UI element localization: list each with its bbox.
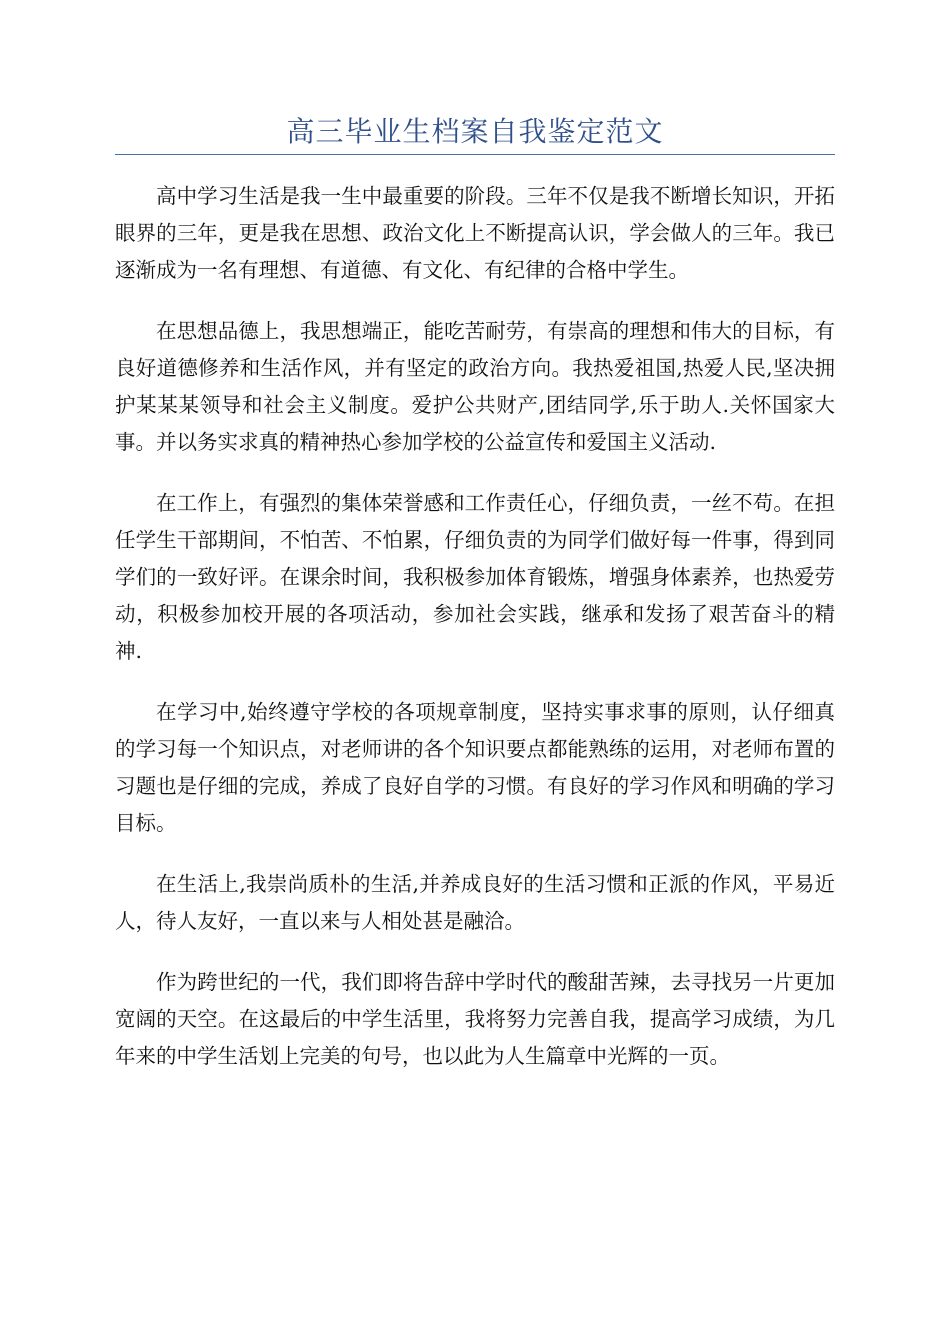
paragraph-life: 在生活上,我崇尚质朴的生活,并养成良好的生活习惯和正派的作风，平易近人，待人友好，一直以来与人相处甚是融洽。 xyxy=(115,872,835,933)
document-title: 高三毕业生档案自我鉴定范文 xyxy=(286,115,664,148)
title-underline xyxy=(115,154,835,155)
paragraph-work: 在工作上，有强烈的集体荣誉感和工作责任心，仔细负责，一丝不苟。在担任学生干部期间，不怕苦、不怕累，仔细负责的为同学们做好每一件事，得到同学们的一致好评。在课余时间，我积极参加体育锻炼，增强身体素养，也热爱劳动，积极参加校开展的各项活动，参加社会实践，继承和发扬了艰苦奋斗的精神. xyxy=(115,491,835,663)
paragraph-closing: 作为跨世纪的一代，我们即将告辞中学时代的酸甜苦辣，去寻找另一片更加宽阔的天空。在这最后的中学生活里，我将努力完善自我，提高学习成绩，为几年来的中学生活划上完美的句号，也以此为人生篇章中光辉的一页。 xyxy=(115,970,835,1068)
document-body xyxy=(115,178,835,1099)
paragraph-moral: 在思想品德上，我思想端正，能吃苦耐劳，有崇高的理想和伟大的目标，有良好道德修养和生活作风，并有坚定的政治方向。我热爱祖国,热爱人民,坚决拥护某某某领导和社会主义制度。爱护公共财产,团结同学,乐于助人.关怀国家大事。并以务实求真的精神热心参加学校的公益宣传和爱国主义活动. xyxy=(115,319,835,454)
paragraph-study: 在学习中,始终遵守学校的各项规章制度，坚持实事求事的原则，认仔细真的学习每一个知识点，对老师讲的各个知识要点都能熟练的运用，对老师布置的习题也是仔细的完成，养成了良好自学的习惯。有良好的学习作风和明确的学习目标。 xyxy=(115,700,835,835)
paragraph-intro: 高中学习生活是我一生中最重要的阶段。三年不仅是我不断增长知识，开拓眼界的三年，更是我在思想、政治文化上不断提高认识，学会做人的三年。我已逐渐成为一名有理想、有道德、有文化、有纪律的合格中学生。 xyxy=(115,184,835,282)
